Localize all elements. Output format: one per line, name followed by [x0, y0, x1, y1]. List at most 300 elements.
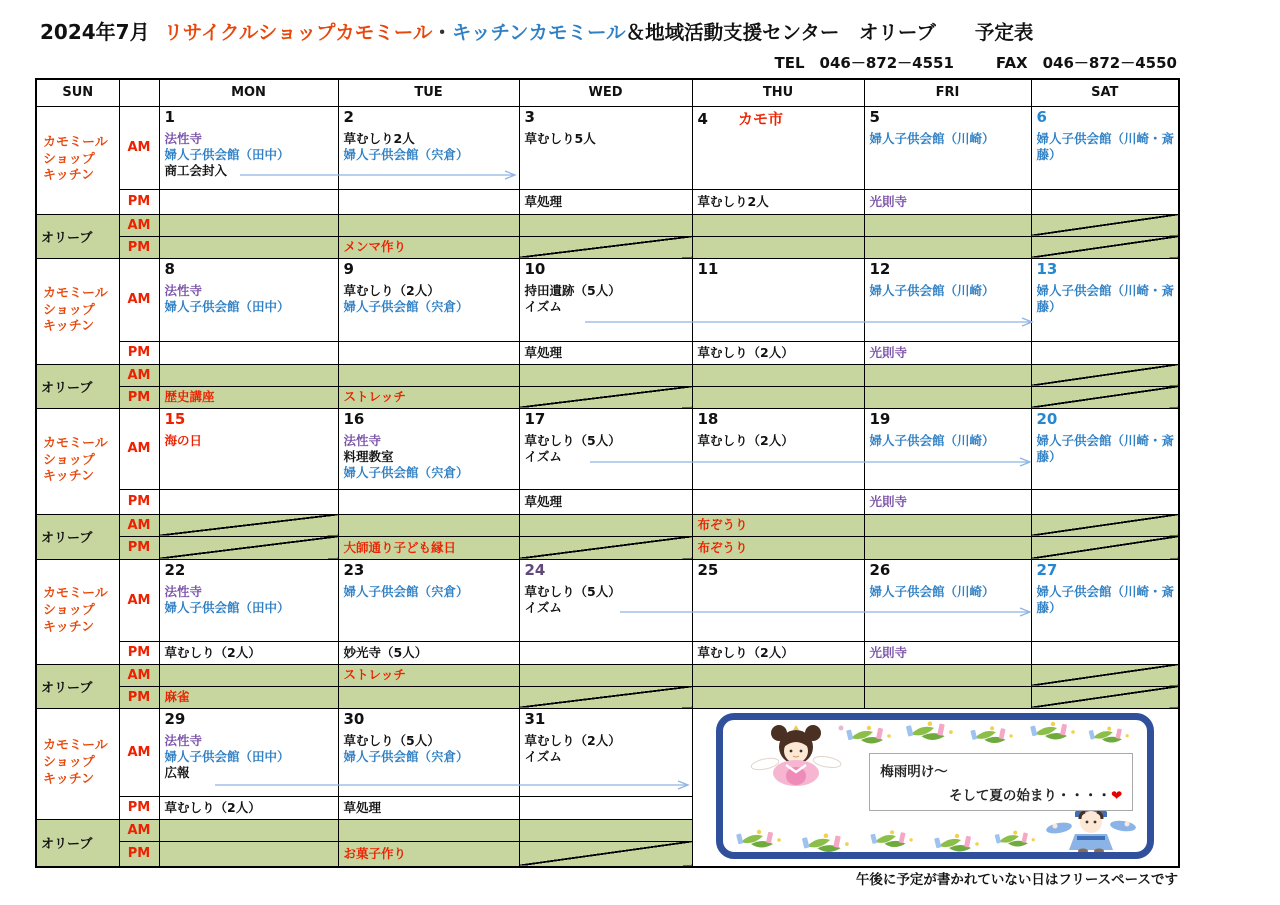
event-line: 法性寺 [164, 282, 203, 298]
day-header [525, 108, 688, 126]
ampm-label: AM [119, 664, 159, 686]
crossed-cell [1031, 386, 1179, 408]
day-number: 12 [869, 259, 891, 278]
crossed-cell [1031, 686, 1179, 708]
ampm-label: PM [119, 341, 159, 364]
event-line: お菓子作り [343, 845, 407, 861]
day-header [870, 260, 1027, 278]
event-lines [344, 283, 515, 315]
olive-cell [338, 664, 519, 686]
pm-cell [338, 189, 519, 214]
event-line: 歴史講座 [164, 389, 215, 404]
day-number: 10 [524, 259, 546, 278]
day-cell [692, 408, 864, 489]
illustration-cell [692, 708, 1179, 867]
day-header [698, 410, 860, 428]
pm-cell [692, 489, 864, 514]
heart-icon: ❤ [1110, 787, 1123, 804]
day-number: 23 [343, 560, 365, 579]
day-header [165, 108, 334, 126]
crossed-cell [1031, 536, 1179, 559]
day-header [870, 561, 1027, 579]
label-line: キッチン [43, 619, 95, 635]
day-header [1037, 108, 1175, 126]
event-line: 草処理 [524, 193, 563, 209]
ampm-label: AM [119, 106, 159, 189]
title-separator-dot: ・ [432, 21, 452, 44]
crossed-cell [1031, 364, 1179, 386]
title-rest: ＆地域活動支援センター オリーブ 予定表 [625, 21, 1034, 44]
label-line: ショップ [43, 302, 95, 318]
crossed-cell [1031, 214, 1179, 236]
day-number: 6 [1036, 107, 1047, 126]
event-line: 広報 [164, 764, 190, 780]
day-number: 22 [164, 560, 186, 579]
label-olive: オリーブ [36, 664, 119, 708]
crossed-cell [1031, 514, 1179, 536]
event-line: 婦人子供会館（川崎・斎藤） [1036, 583, 1175, 615]
day-cell [864, 106, 1031, 189]
olive-cell [519, 514, 692, 536]
event-lines [1037, 584, 1175, 616]
pm-cell [1031, 489, 1179, 514]
speech-bubble [869, 753, 1133, 811]
pm-cell [864, 641, 1031, 664]
day-header [344, 260, 515, 278]
label-line: カモミール [43, 285, 108, 301]
olive-cell [519, 364, 692, 386]
day-cell [519, 559, 692, 641]
fax-number: FAX 046－872－4550 [995, 54, 1177, 72]
event-lines [165, 283, 334, 315]
footer-note: 午後に予定が書かれていない日はフリースペースです [855, 872, 1178, 888]
ampm-label: PM [119, 236, 159, 258]
event-line: 草むしり（2人） [697, 344, 794, 360]
event-line: 光則寺 [869, 344, 908, 360]
olive-cell [338, 236, 519, 258]
day-number: 24 [524, 560, 546, 579]
event-line: 草むしり（2人） [697, 432, 794, 448]
olive-cell [692, 664, 864, 686]
day-number: 31 [524, 709, 546, 728]
olive-cell [338, 686, 519, 708]
olive-cell [692, 536, 864, 559]
pm-cell [159, 489, 338, 514]
column-header-SAT: SAT [1031, 79, 1179, 106]
event-line: 草むしり（2人） [164, 799, 261, 815]
tanabata-illustration [693, 713, 1179, 859]
ampm-label: AM [119, 408, 159, 489]
olive-cell [692, 514, 864, 536]
event-line: 草処理 [524, 493, 563, 509]
pm-cell [692, 189, 864, 214]
event-lines [870, 131, 1027, 147]
olive-cell [159, 664, 338, 686]
label-line: ショップ [43, 755, 95, 771]
day-number: 11 [697, 259, 719, 278]
label-line: カモミール [43, 738, 108, 754]
event-line: 布ぞうり [697, 517, 748, 532]
event-lines [870, 584, 1027, 600]
label-line: ショップ [43, 151, 95, 167]
pm-cell [338, 641, 519, 664]
pm-cell [864, 341, 1031, 364]
day-cell [159, 106, 338, 189]
label-line: カモミール [43, 586, 108, 602]
olive-cell [338, 514, 519, 536]
column-header-MON: MON [159, 79, 338, 106]
day-header [1037, 410, 1175, 428]
ampm-label: AM [119, 559, 159, 641]
ampm-label: PM [119, 641, 159, 664]
event-line: ストレッチ [343, 667, 406, 682]
event-line: 妙光寺（5人） [343, 644, 428, 660]
pm-cell [692, 641, 864, 664]
event-line: 麻雀 [164, 689, 190, 704]
day-number: 8 [164, 259, 175, 278]
day-header [870, 410, 1027, 428]
day-cell [1031, 559, 1179, 641]
day-header [165, 260, 334, 278]
day-header [344, 710, 515, 728]
day-number: 20 [1036, 409, 1058, 428]
event-line: 草むしり（2人） [164, 644, 261, 660]
event-line: 布ぞうり [697, 539, 748, 555]
column-header-TUE: TUE [338, 79, 519, 106]
pm-cell [864, 189, 1031, 214]
column-header-FRI: FRI [864, 79, 1031, 106]
event-lines [1037, 433, 1175, 465]
pm-cell [159, 641, 338, 664]
day-number: 26 [869, 560, 891, 579]
event-line: 婦人子供会館（田中） [164, 146, 290, 162]
event-line: 草むしり（5人） [524, 583, 621, 599]
event-line: メンマ作り [343, 239, 407, 254]
label-kamomile [36, 408, 119, 514]
day-header [344, 561, 515, 579]
day-cell [519, 106, 692, 189]
label-line: キッチン [43, 319, 95, 335]
event-line: 光則寺 [869, 644, 908, 660]
pm-cell [1031, 341, 1179, 364]
day-header [1037, 260, 1175, 278]
event-line: イズム [524, 298, 562, 314]
event-lines [344, 433, 515, 481]
olive-cell [692, 386, 864, 408]
event-line: 婦人子供会館（田中） [164, 298, 290, 314]
day-header [344, 108, 515, 126]
day-cell [338, 106, 519, 189]
olive-cell [864, 686, 1031, 708]
ampm-label: PM [119, 489, 159, 514]
event-line: 婦人子供会館（川崎） [869, 583, 995, 599]
olive-cell [338, 386, 519, 408]
pm-cell [159, 189, 338, 214]
column-header-THU: THU [692, 79, 864, 106]
tel-number: TEL 046－872－4551 [774, 54, 954, 72]
event-lines [344, 584, 515, 600]
day-number: 16 [343, 409, 365, 428]
event-line: 草むしり（2人） [343, 282, 440, 298]
day-number: 18 [697, 409, 719, 428]
day-header [698, 260, 860, 278]
label-kamomile [36, 559, 119, 664]
day-number: 27 [1036, 560, 1058, 579]
olive-cell [864, 664, 1031, 686]
day-number: 19 [869, 409, 891, 428]
event-line: 草むしり2人 [697, 193, 769, 209]
day-cell [338, 559, 519, 641]
label-kamomile [36, 106, 119, 214]
event-line: 法性寺 [164, 130, 203, 146]
event-line: 光則寺 [869, 193, 908, 209]
day-cell [338, 408, 519, 489]
event-line: 婦人子供会館（川崎） [869, 282, 995, 298]
pm-cell [338, 341, 519, 364]
event-line: 婦人子供会館（宍倉） [343, 748, 469, 764]
day-cell [692, 559, 864, 641]
day-cell [1031, 408, 1179, 489]
label-olive: オリーブ [36, 819, 119, 867]
day-cell [338, 258, 519, 341]
ampm-label: AM [119, 214, 159, 236]
olive-cell [692, 214, 864, 236]
pm-cell [519, 796, 692, 819]
pm-cell [159, 796, 338, 819]
label-olive: オリーブ [36, 214, 119, 258]
event-lines [344, 733, 515, 765]
ampm-label: AM [119, 708, 159, 796]
event-line: 持田遺跡（5人） [524, 282, 621, 298]
event-line: イズム [524, 748, 562, 764]
day-number: 1 [164, 107, 175, 126]
speech-line2: そして夏の始まり・・・・❤ [948, 787, 1123, 804]
event-lines [698, 433, 860, 449]
day-header [165, 410, 334, 428]
day-cell [692, 106, 864, 189]
olive-cell [338, 214, 519, 236]
day-number: 2 [343, 107, 354, 126]
column-header-WED: WED [519, 79, 692, 106]
pm-cell [1031, 189, 1179, 214]
event-lines [344, 131, 515, 163]
day-cell [692, 258, 864, 341]
ampm-label: PM [119, 386, 159, 408]
day-header [698, 108, 860, 129]
event-lines [165, 131, 334, 179]
event-line: 草処理 [524, 344, 563, 360]
event-line: 婦人子供会館（田中） [164, 599, 290, 615]
day-cell [864, 559, 1031, 641]
event-lines [525, 733, 688, 765]
olive-cell [864, 536, 1031, 559]
olive-cell [338, 819, 519, 841]
olive-cell [159, 819, 338, 841]
event-lines [1037, 131, 1175, 163]
event-lines [165, 584, 334, 616]
day-cell [159, 408, 338, 489]
pm-cell [519, 341, 692, 364]
olive-cell [338, 841, 519, 867]
label-line: キッチン [43, 168, 95, 184]
ampm-label: PM [119, 841, 159, 867]
event-line: 草むしり（5人） [524, 432, 621, 448]
olive-cell [159, 386, 338, 408]
day-header [344, 410, 515, 428]
event-lines [870, 283, 1027, 299]
speech-line1: 梅雨明け～ [880, 763, 948, 780]
event-line: 法性寺 [164, 583, 203, 599]
event-line: ストレッチ [343, 389, 406, 404]
event-line: 婦人子供会館（川崎） [869, 130, 995, 146]
olive-cell [519, 214, 692, 236]
pm-cell [1031, 641, 1179, 664]
ampm-label: AM [119, 258, 159, 341]
day-number: 15 [164, 409, 186, 428]
olive-cell [864, 364, 1031, 386]
day-cell [864, 258, 1031, 341]
day-header [165, 710, 334, 728]
olive-cell [338, 364, 519, 386]
pm-cell [519, 641, 692, 664]
event-lines [525, 584, 688, 616]
day-header [525, 260, 688, 278]
label-kamomile [36, 708, 119, 819]
olive-cell [864, 214, 1031, 236]
day-number: 17 [524, 409, 546, 428]
calendar-table [35, 78, 1180, 868]
column-header-ampm [119, 79, 159, 106]
label-line: キッチン [43, 771, 95, 787]
olive-cell [159, 236, 338, 258]
event-line: イズム [524, 599, 562, 615]
event-line: 草むしり2人 [343, 130, 415, 146]
event-line: 海の日 [164, 432, 203, 448]
pm-cell [159, 341, 338, 364]
olive-cell [692, 364, 864, 386]
crossed-cell [159, 536, 338, 559]
crossed-cell [519, 236, 692, 258]
pm-cell [338, 796, 519, 819]
event-line: 大師通り子ども縁日 [343, 539, 457, 555]
event-line: 草むしり（5人） [343, 732, 440, 748]
day-header [165, 561, 334, 579]
event-line: 草むしり（2人） [524, 732, 621, 748]
day-number: 13 [1036, 259, 1058, 278]
olive-cell [519, 819, 692, 841]
label-line: カモミール [43, 134, 108, 150]
olive-cell [159, 686, 338, 708]
title-month: 2024年7月 [40, 20, 150, 44]
day-cell [519, 708, 692, 796]
event-line: 婦人子供会館（宍倉） [343, 146, 469, 162]
pm-cell [692, 341, 864, 364]
olive-cell [864, 514, 1031, 536]
day-number: 5 [869, 107, 880, 126]
day-header [525, 410, 688, 428]
day-number: 30 [343, 709, 365, 728]
event-line: 料理教室 [343, 448, 394, 464]
olive-cell [159, 364, 338, 386]
ampm-label: AM [119, 514, 159, 536]
crossed-cell [1031, 664, 1179, 686]
event-line: 草処理 [343, 799, 382, 815]
day-header [1037, 561, 1175, 579]
day-cell [864, 408, 1031, 489]
event-line: 婦人子供会館（川崎・斎藤） [1036, 432, 1175, 464]
ampm-label: PM [119, 796, 159, 819]
pm-cell [519, 189, 692, 214]
event-lines [870, 433, 1027, 449]
ampm-label: AM [119, 819, 159, 841]
event-lines [165, 733, 334, 781]
event-line: 婦人子供会館（田中） [164, 748, 290, 764]
crossed-cell [519, 686, 692, 708]
event-line: 法性寺 [343, 432, 382, 448]
day-badge: カモ市 [737, 109, 783, 128]
contact-line [775, 52, 1178, 73]
olive-cell [159, 841, 338, 867]
event-line: 婦人子供会館（川崎・斎藤） [1036, 130, 1175, 162]
label-olive: オリーブ [36, 514, 119, 559]
event-lines [165, 433, 334, 449]
day-cell [1031, 258, 1179, 341]
crossed-cell [519, 841, 692, 867]
day-cell [519, 408, 692, 489]
event-lines [525, 283, 688, 315]
day-number: 4 [697, 109, 708, 128]
day-header [525, 710, 688, 728]
ampm-label: AM [119, 364, 159, 386]
event-line: 商工会封入 [164, 162, 228, 178]
day-header [525, 561, 688, 579]
day-header [870, 108, 1027, 126]
event-line: 法性寺 [164, 732, 203, 748]
olive-cell [864, 386, 1031, 408]
crossed-cell [159, 514, 338, 536]
label-line: キッチン [43, 469, 95, 485]
olive-cell [692, 686, 864, 708]
event-line: 光則寺 [869, 493, 908, 509]
olive-cell [159, 214, 338, 236]
ampm-label: PM [119, 189, 159, 214]
column-header-SUN: SUN [36, 79, 119, 106]
event-lines [525, 131, 688, 147]
day-number: 25 [697, 560, 719, 579]
event-line: 婦人子供会館（宍倉） [343, 464, 469, 480]
day-header [698, 561, 860, 579]
day-cell [1031, 106, 1179, 189]
crossed-cell [1031, 236, 1179, 258]
olive-cell [519, 664, 692, 686]
pm-cell [864, 489, 1031, 514]
day-cell [519, 258, 692, 341]
ampm-label: PM [119, 536, 159, 559]
olive-cell [692, 236, 864, 258]
event-line: イズム [524, 448, 562, 464]
title-shop-name: リサイクルショップカモミール [163, 21, 433, 44]
day-cell [159, 258, 338, 341]
pm-cell [338, 489, 519, 514]
event-line: 婦人子供会館（宍倉） [343, 583, 469, 599]
illustration-frame [716, 713, 1154, 859]
crossed-cell [519, 386, 692, 408]
event-lines [525, 433, 688, 465]
day-cell [159, 708, 338, 796]
olive-cell [338, 536, 519, 559]
label-line: ショップ [43, 452, 95, 468]
label-kamomile [36, 258, 119, 364]
